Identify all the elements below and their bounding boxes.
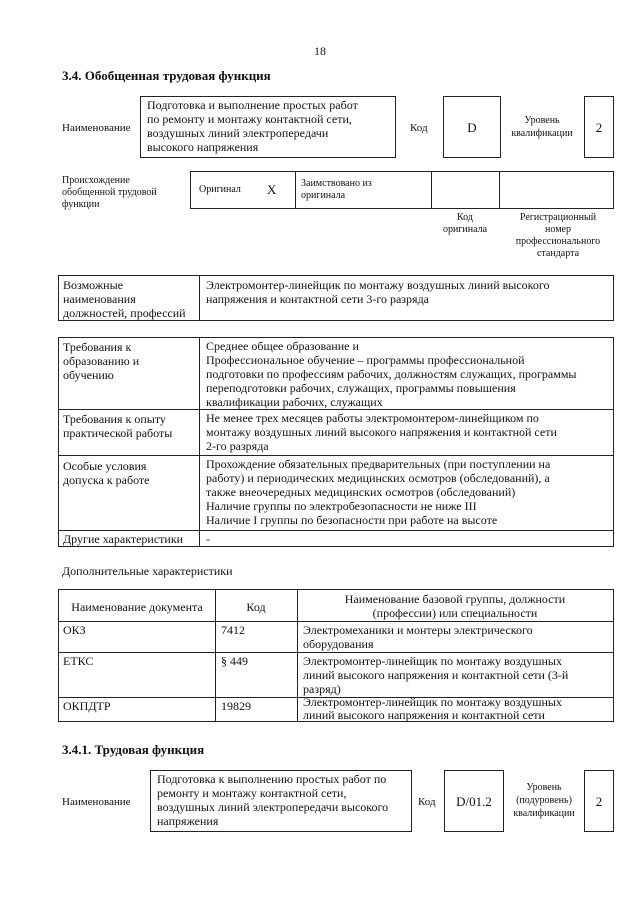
req-value-line: подготовки по профессиям рабочих, должностям служащих, программы — [206, 367, 577, 381]
table-row-doc: ОКЗ — [63, 623, 86, 637]
req-value-line: Среднее общее образование и — [206, 339, 359, 353]
reg-number-line: стандарта — [536, 248, 580, 259]
level-label-line: квалификации — [511, 128, 573, 139]
table-row-code: § 449 — [221, 654, 248, 668]
req-label-line: Особые условия — [63, 459, 147, 473]
name-line: Подготовка к выполнению простых работ по — [157, 772, 387, 786]
level-label-line: (подуровень) — [516, 795, 572, 806]
table-row-code: 7412 — [221, 623, 245, 637]
table-row-name-line: линий высокого напряжения и контактной сети — [303, 708, 545, 722]
original-label: Оригинал — [199, 184, 241, 195]
req-value-line: Наличие I группы по безопасности при работе на высоте — [206, 513, 498, 527]
requirements-table — [58, 337, 614, 547]
table-row-doc: ЕТКС — [63, 654, 94, 668]
req-value-line: переподготовки рабочих, служащих, программы повышения — [206, 381, 516, 395]
name-label: Наименование — [62, 796, 131, 808]
level-label-line: квалификации — [513, 808, 575, 819]
req-value-line: также внеочередных медицинских осмотров (обследований) — [206, 485, 516, 499]
level-box — [584, 770, 614, 832]
original-mark: X — [267, 182, 277, 197]
req-value-line: квалификации рабочих, служащих — [206, 395, 383, 409]
additional-title: Дополнительные характеристики — [62, 564, 233, 578]
req-label-line: образованию и — [63, 354, 140, 368]
header-code: Код — [246, 600, 266, 614]
divider — [199, 276, 200, 320]
positions-table — [58, 275, 614, 321]
req-value-line: Профессиональное обучение – программы профессиональной — [206, 353, 525, 367]
section-title: 3.4. Обобщенная трудовая функция — [62, 68, 271, 83]
generalized-function-name-box — [140, 96, 396, 158]
level-label-line: Уровень — [526, 782, 562, 793]
origin-label-line: обобщенной трудовой — [62, 187, 157, 198]
additional-table — [58, 589, 614, 722]
name-line: воздушных линий электропередачи высокого — [157, 800, 389, 814]
level-value: 2 — [595, 794, 603, 809]
req-label-line: практической работы — [63, 426, 173, 440]
subsection-title: 3.4.1. Трудовая функция — [62, 742, 205, 757]
reg-number-line: номер — [545, 224, 571, 235]
table-row-name-line: Электромонтер-линейщик по монтажу воздушных — [303, 695, 562, 709]
header-name-line: (профессии) или специальности — [372, 606, 538, 620]
page-number: 18 — [314, 44, 326, 58]
code-value: D/01.2 — [456, 794, 492, 809]
req-label-line: Требования к — [63, 340, 132, 354]
positions-value-line: Электромонтер-линейщик по монтажу воздушных линий высокого — [206, 278, 550, 292]
table-row-code: 19829 — [221, 699, 251, 713]
positions-label-line: наименования — [63, 292, 136, 306]
name-line: воздушных линий электропередачи — [147, 126, 329, 140]
borrowed-label-line: Заимствовано из — [301, 178, 372, 189]
table-row-name-line: оборудования — [303, 637, 374, 651]
req-value-line: - — [206, 532, 210, 546]
req-value-line: работу) и периодических медицинских осмотров (обследований), а — [206, 471, 550, 485]
name-line: Подготовка и выполнение простых работ — [147, 98, 358, 112]
header-name-line: Наименование базовой группы, должности — [344, 592, 566, 606]
code-box — [444, 770, 504, 832]
req-label-line: Другие характеристики — [63, 532, 184, 546]
req-value-line: монтажу воздушных линий высокого напряжения и контактной сети — [206, 425, 557, 439]
divider — [59, 652, 613, 653]
level-value: 2 — [595, 120, 603, 135]
req-value-line: Не менее трех месяцев работы электромонтером-линейщиком по — [206, 411, 539, 425]
code-original-line: Код — [457, 212, 473, 223]
table-row-name-line: Электромеханики и монтеры электрического — [303, 623, 533, 637]
divider — [295, 172, 296, 208]
divider — [499, 172, 500, 208]
origin-table — [190, 171, 614, 209]
req-value-line: 2-го разряда — [206, 439, 269, 453]
divider — [199, 338, 200, 546]
table-row-name-line: линий высокого напряжения и контактной сети (3-й — [303, 668, 569, 682]
origin-label-line: функции — [62, 199, 100, 210]
divider — [431, 172, 432, 208]
level-label-line: Уровень — [524, 115, 560, 126]
req-label-line: обучению — [63, 368, 114, 382]
req-value-line: Наличие группы по электробезопасности не ниже III — [206, 499, 477, 513]
code-label: Код — [410, 122, 428, 134]
header-doc: Наименование документа — [71, 600, 203, 614]
req-label-line: допуска к работе — [63, 473, 150, 487]
positions-label-line: должностей, профессий — [63, 306, 186, 320]
reg-number-line: профессионального — [515, 236, 601, 247]
table-row-doc: ОКПДТР — [63, 699, 111, 713]
table-row-name-line: разряд) — [303, 682, 341, 696]
name-label: Наименование — [62, 122, 131, 134]
divider — [59, 409, 613, 410]
origin-label-line: Происхождение — [62, 175, 130, 186]
reg-number-line: Регистрационный — [519, 212, 597, 223]
code-value: D — [467, 120, 477, 135]
name-line: ремонту и монтажу контактной сети, — [157, 786, 347, 800]
code-original-line: оригинала — [442, 224, 488, 235]
name-line: напряжения — [157, 814, 219, 828]
req-label-line: Требования к опыту — [63, 412, 166, 426]
borrowed-label-line: оригинала — [301, 190, 346, 201]
labor-function-name-box — [150, 770, 412, 832]
name-line: по ремонту и монтажу контактной сети, — [147, 112, 352, 126]
divider — [59, 455, 613, 456]
divider — [59, 621, 613, 622]
positions-label-line: Возможные — [63, 278, 123, 292]
name-line: высокого напряжения — [147, 140, 259, 154]
table-row-name-line: Электромонтер-линейщик по монтажу воздушных — [303, 654, 562, 668]
positions-value-line: напряжения и контактной сети 3-го разряда — [206, 292, 429, 306]
divider — [59, 530, 613, 531]
req-value-line: Прохождение обязательных предварительных (при поступлении на — [206, 457, 551, 471]
code-box — [443, 96, 501, 158]
level-box — [584, 96, 614, 158]
code-label: Код — [418, 796, 436, 808]
